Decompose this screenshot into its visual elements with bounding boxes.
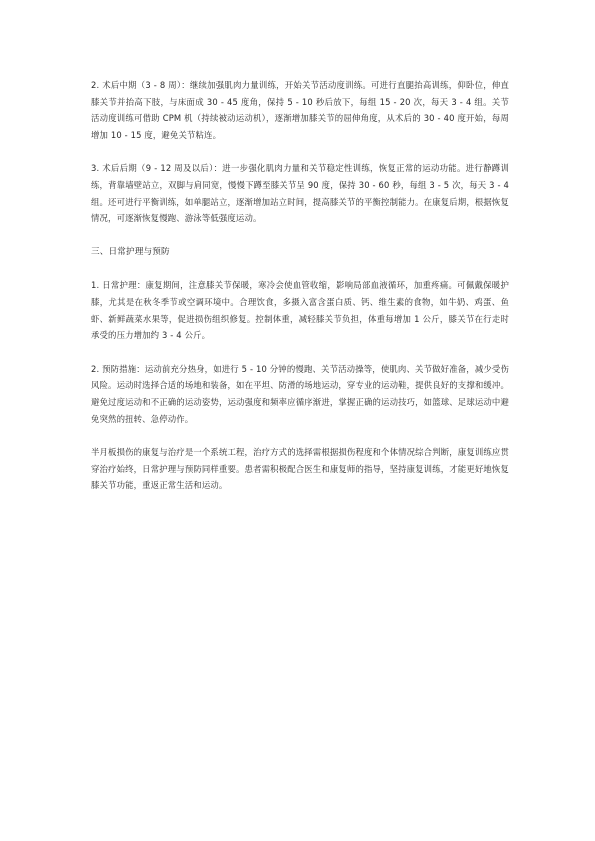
document-body <box>91 77 509 511</box>
paragraph-daily-care: 1. 日常护理：康复期间，注意膝关节保暖，寒冷会使血管收缩，影响局部血液循环，加重疼痛。可佩戴保暖护膝，尤其是在秋冬季节或空调环境中。合理饮食，多摄入富含蛋白质、钙、维生素的食物，如牛奶、鸡蛋、鱼虾、新鲜蔬菜水果等，促进损伤组织修复。控制体重，减轻膝关节负担，体重每增加 1 公斤，膝关节在行走时承受的压力增加约 3 - 4 公斤。 <box>91 280 509 341</box>
paragraph-summary: 半月板损伤的康复与治疗是一个系统工程，治疗方式的选择需根据损伤程度和个体情况综合判断，康复训练应贯穿治疗始终，日常护理与预防同样重要。患者需积极配合医生和康复师的指导，坚持康复训练，才能更好地恢复膝关节功能，重返正常生活和运动。 <box>91 447 509 491</box>
paragraph-prevention: 2. 预防措施：运动前充分热身，如进行 5 - 10 分钟的慢跑、关节活动操等，使肌肉、关节做好准备，减少受伤风险。运动时选择合适的场地和装备，如在平坦、防滑的场地运动，穿专业的运动鞋，提供良好的支撑和缓冲。避免过度运动和不正确的运动姿势，运动强度和频率应循序渐进，掌握正确的运动技巧，如篮球、足球运动中避免突然的扭转、急停动作。 <box>91 363 509 424</box>
section-heading-daily-care: 三、日常护理与预防 <box>91 246 170 257</box>
paragraph-postop-mid-stage: 2. 术后中期（3 - 8 周）：继续加强肌肉力量训练，开始关节活动度训练。可进行直腿抬高训练，仰卧位，伸直膝关节并抬高下肢，与床面成 30 - 45 度角，保持 5 - 10 秒后放下，每组 15 - 20 次，每天 3 - 4 组。关节活动度训练可借助 CPM 机（持续被动运动机），逐渐增加膝关节的屈伸角度，从术后的 30 - 40 度开始，每周增加 10 - 15 度，避免关节粘连。 <box>91 80 509 140</box>
paragraph-postop-late-stage: 3. 术后后期（9 - 12 周及以后）：进一步强化肌肉力量和关节稳定性训练，恢复正常的运动功能。进行静蹲训练，背靠墙壁站立，双脚与肩同宽，慢慢下蹲至膝关节呈 90 度，保持 30 - 60 秒，每组 3 - 5 次，每天 3 - 4 组。还可进行平衡训练，如单腿站立，逐渐增加站立时间，提高膝关节的平衡控制能力。在康复后期，根据恢复情况，可逐渐恢复慢跑、游泳等低强度运动。 <box>91 163 509 224</box>
